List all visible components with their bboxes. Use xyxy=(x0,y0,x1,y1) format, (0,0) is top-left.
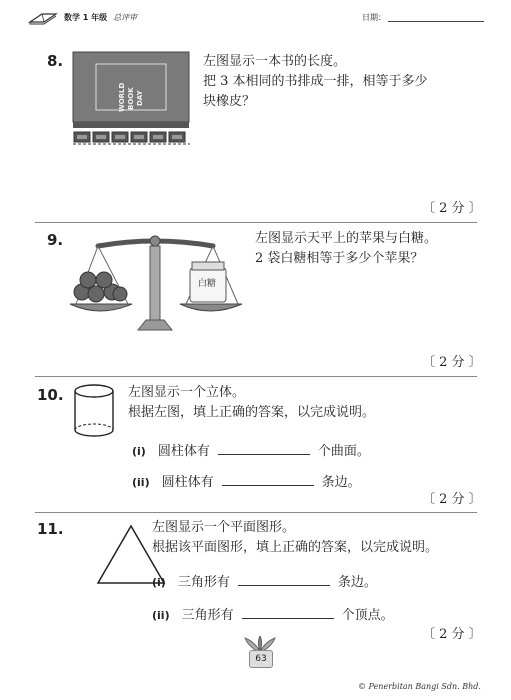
question-line: 左图显示天平上的苹果与白糖。 xyxy=(255,231,438,246)
marks-label: 〔 2 分 〕 xyxy=(422,201,482,216)
question-line: 左图显示一本书的长度。 xyxy=(203,54,347,69)
page-number: 63 xyxy=(249,650,273,668)
sub-question-text: 个顶点。 xyxy=(341,608,394,623)
book-and-erasers-image xyxy=(72,50,192,154)
sub-question-label: (i) xyxy=(152,576,166,589)
question-line: 根据该平面图形，填上正确的答案，以完成说明。 xyxy=(152,540,439,555)
marks-label: 〔 2 分 〕 xyxy=(422,627,482,642)
sub-question-label: (ii) xyxy=(152,609,170,622)
sub-question xyxy=(152,571,377,590)
answer-blank[interactable] xyxy=(222,475,314,486)
question-number: 11. xyxy=(37,520,64,538)
sub-question-label: (ii) xyxy=(132,476,150,489)
sub-question-text: 圆柱体有 xyxy=(161,475,214,490)
sub-question xyxy=(132,440,370,459)
date-field[interactable] xyxy=(388,21,484,22)
sub-question-text: 个曲面。 xyxy=(317,444,370,459)
sub-question-text: 条边。 xyxy=(337,575,377,590)
answer-blank[interactable] xyxy=(242,608,334,619)
date-label: 日期： xyxy=(362,13,386,22)
answer-blank[interactable] xyxy=(218,444,310,455)
question-line: 2 袋白糖相等于多少个苹果？ xyxy=(255,251,424,266)
book-label-line: WORLD xyxy=(118,82,126,112)
answer-blank[interactable] xyxy=(238,575,330,586)
sub-question-text: 三角形有 xyxy=(177,575,230,590)
section-divider xyxy=(35,512,477,513)
question-line: 根据左图，填上正确的答案，以完成说明。 xyxy=(128,405,376,420)
sub-question-text: 条边。 xyxy=(321,475,361,490)
subject-subtitle: 总评审 xyxy=(113,13,138,22)
question-text xyxy=(152,518,487,558)
section-divider xyxy=(35,222,477,223)
question-line: 左图显示一个立体。 xyxy=(128,385,246,400)
marks-label: 〔 2 分 〕 xyxy=(422,492,482,507)
copyright-notice: © Penerbitan Bangi Sdn. Bhd. xyxy=(358,682,481,691)
question-number: 10. xyxy=(37,386,64,404)
question-line: 左图显示一个平面图形。 xyxy=(152,520,296,535)
question-text xyxy=(203,52,483,112)
book-label-line: DAY xyxy=(136,90,144,106)
sub-question xyxy=(152,604,394,623)
sub-question-text: 圆柱体有 xyxy=(157,444,210,459)
sub-question xyxy=(132,471,361,490)
question-line: 块橡皮？ xyxy=(203,94,256,109)
book-label-line: BOOK xyxy=(127,87,135,110)
book-logo-icon xyxy=(28,10,58,29)
sub-question-label: (i) xyxy=(132,445,146,458)
marks-label: 〔 2 分 〕 xyxy=(422,355,482,370)
cylinder-icon xyxy=(72,383,116,443)
subject-label: 数学 1 年级 xyxy=(64,13,108,22)
section-divider xyxy=(35,376,477,377)
balance-scale-image xyxy=(68,232,243,338)
page-header-title xyxy=(64,12,137,23)
question-number: 8. xyxy=(47,52,64,70)
question-line: 把 3 本相同的书排成一排，相等于多少 xyxy=(203,74,428,89)
sugar-jar-label: 白糖 xyxy=(198,279,217,289)
question-text xyxy=(128,383,478,423)
question-number: 9. xyxy=(47,231,64,249)
sub-question-text: 三角形有 xyxy=(181,608,234,623)
question-text xyxy=(255,229,485,269)
